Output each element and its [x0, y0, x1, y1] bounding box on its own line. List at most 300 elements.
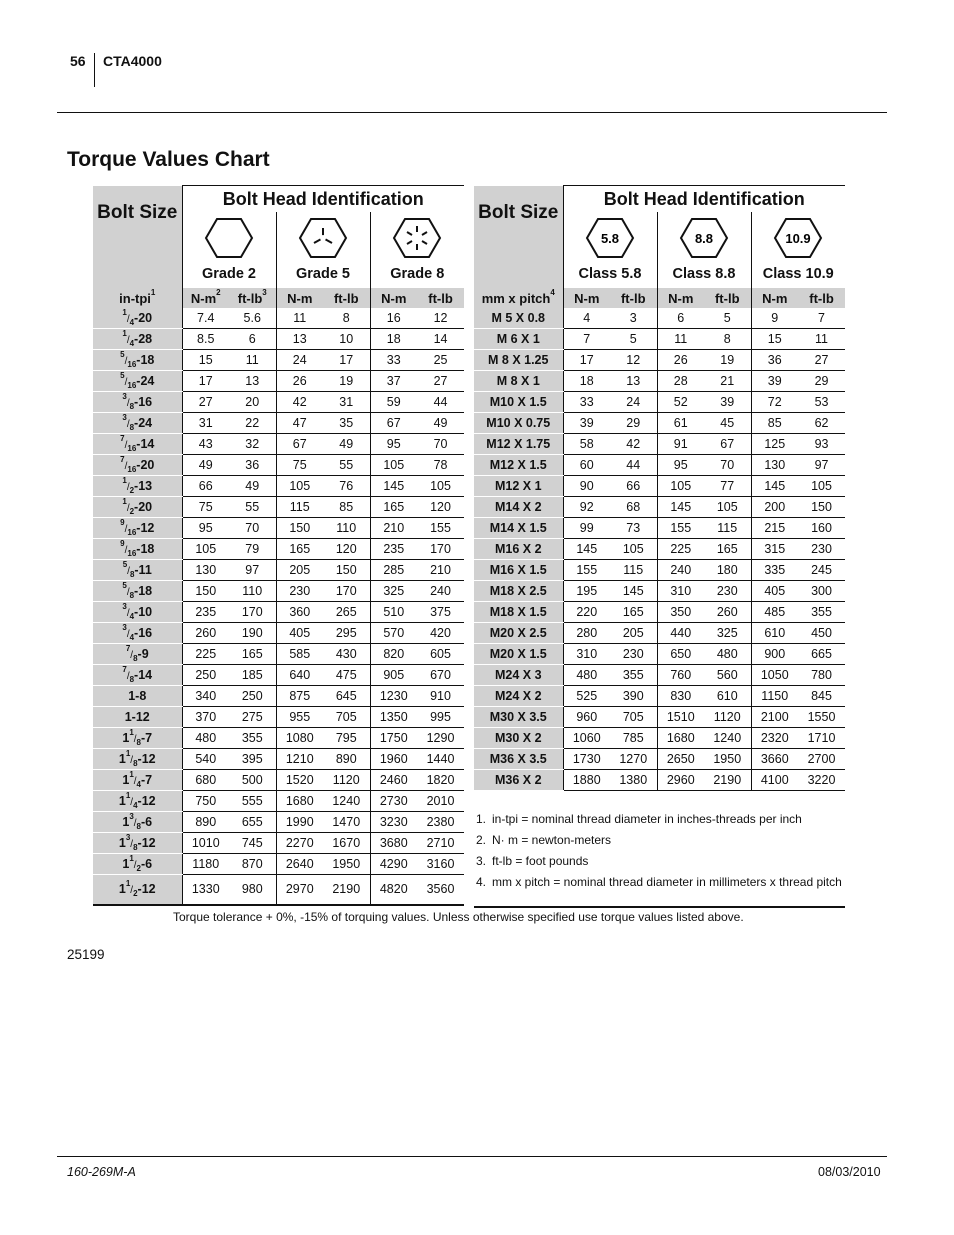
nm-value: 960 — [563, 707, 610, 728]
ftlb-value: 35 — [323, 413, 370, 434]
in-tpi-header: in-tpi$^1$ — [93, 288, 182, 308]
table-row — [93, 728, 464, 749]
ftlb-value: 605 — [417, 644, 464, 665]
nm-value: 585 — [276, 644, 323, 665]
nm-value: 42 — [276, 392, 323, 413]
table-row — [93, 791, 464, 812]
ftlb-value: 1240 — [704, 728, 751, 749]
bolt-size-cell: $1^1/_8-7$ — [93, 728, 182, 749]
ftlb-header: ft-lb — [704, 288, 751, 308]
nm-value: 1520 — [276, 770, 323, 791]
ftlb-value: 3 — [610, 308, 657, 329]
bolt-size-cell: $^7/_8-9$ — [93, 644, 182, 665]
ftlb-value: 2010 — [417, 791, 464, 812]
bolt-size-cell: $1^1/_4-12$ — [93, 791, 182, 812]
bolt-size-cell: $1^3/_8-6$ — [93, 812, 182, 833]
nm-value: 13 — [276, 329, 323, 350]
class-mark: 5.8 — [600, 231, 620, 246]
grade-8-cell — [370, 212, 464, 288]
nm-value: 67 — [370, 413, 417, 434]
metric-torque-table — [474, 185, 845, 791]
table-row — [474, 770, 845, 791]
ftlb-header: ft-lb — [610, 288, 657, 308]
ftlb-value: 890 — [323, 749, 370, 770]
ftlb-value: 93 — [798, 434, 845, 455]
nm-value: 8.5 — [182, 329, 229, 350]
ftlb-value: 500 — [229, 770, 276, 791]
nm-value: 485 — [751, 602, 798, 623]
ftlb-value: 19 — [323, 371, 370, 392]
nm-value: 310 — [657, 581, 704, 602]
bolt-size-header: Bolt Size — [474, 186, 563, 289]
bolt-size-cell: $^5/_{16}-18$ — [93, 350, 182, 371]
inch-torque-table — [93, 185, 464, 906]
ftlb-value: 49 — [417, 413, 464, 434]
bolt-size-cell: $^1/_4-28$ — [93, 329, 182, 350]
ftlb-value: 785 — [610, 728, 657, 749]
grade-5-cell — [276, 212, 370, 288]
bolt-size-cell: M12 X 1.5 — [474, 455, 563, 476]
table-row — [93, 875, 464, 905]
footnote-number: 2. — [476, 833, 487, 847]
nm-value: 1050 — [751, 665, 798, 686]
ftlb-value: 180 — [704, 560, 751, 581]
ftlb-value: 165 — [704, 539, 751, 560]
ftlb-value: 185 — [229, 665, 276, 686]
table-row — [93, 812, 464, 833]
class-mark: 10.9 — [785, 231, 811, 246]
ftlb-value: 610 — [704, 686, 751, 707]
ftlb-value: 3560 — [417, 875, 464, 905]
ftlb-value: 70 — [229, 518, 276, 539]
nm-value: 890 — [182, 812, 229, 833]
ftlb-value: 105 — [417, 476, 464, 497]
ftlb-value: 170 — [323, 581, 370, 602]
nm-value: 440 — [657, 623, 704, 644]
nm-value: 31 — [182, 413, 229, 434]
ftlb-value: 1670 — [323, 833, 370, 854]
nm-value: 105 — [182, 539, 229, 560]
nm-value: 610 — [751, 623, 798, 644]
ftlb-value: 105 — [798, 476, 845, 497]
nm-value: 26 — [657, 350, 704, 371]
grade-2-hex-icon — [204, 216, 254, 260]
nm-value: 480 — [182, 728, 229, 749]
nm-value: 2460 — [370, 770, 417, 791]
table-row — [93, 350, 464, 371]
table-row — [93, 581, 464, 602]
ftlb-value: 11 — [798, 329, 845, 350]
nm-value: 285 — [370, 560, 417, 581]
ftlb-value: 560 — [704, 665, 751, 686]
nm-value: 95 — [657, 455, 704, 476]
table-row — [474, 497, 845, 518]
nm-value: 640 — [276, 665, 323, 686]
nm-value: 145 — [563, 539, 610, 560]
nm-value: 905 — [370, 665, 417, 686]
nm-value: 230 — [276, 581, 323, 602]
ftlb-value: 45 — [704, 413, 751, 434]
nm-value: 650 — [657, 644, 704, 665]
ftlb-header: ft-lb — [798, 288, 845, 308]
ftlb-value: 27 — [417, 371, 464, 392]
nm-header: N-m — [751, 288, 798, 308]
nm-value: 43 — [182, 434, 229, 455]
ftlb-value: 78 — [417, 455, 464, 476]
document-number: 160-269M-A — [67, 1165, 136, 1179]
nm-value: 145 — [370, 476, 417, 497]
nm-value: 105 — [276, 476, 323, 497]
table-row — [474, 665, 845, 686]
bolt-size-cell: M36 X 3.5 — [474, 749, 563, 770]
nm-value: 75 — [182, 497, 229, 518]
table-row — [474, 728, 845, 749]
nm-value: 28 — [657, 371, 704, 392]
nm-value: 24 — [276, 350, 323, 371]
class-8-8-hex-icon — [679, 216, 729, 260]
bolt-size-cell: M24 X 3 — [474, 665, 563, 686]
nm-value: 1960 — [370, 749, 417, 770]
ftlb-value: 29 — [798, 371, 845, 392]
grade-5-hex-icon — [298, 216, 348, 260]
nm-value: 150 — [182, 581, 229, 602]
ftlb-value: 24 — [610, 392, 657, 413]
table-row — [474, 476, 845, 497]
bolt-size-cell: M20 X 1.5 — [474, 644, 563, 665]
footnote-number: 4. — [476, 875, 487, 889]
header-divider — [94, 53, 95, 87]
ftlb-value: 32 — [229, 434, 276, 455]
ftlb-value: 29 — [610, 413, 657, 434]
footnote-text: ft-lb = foot pounds — [492, 854, 589, 868]
nm-value: 2100 — [751, 707, 798, 728]
nm-value: 47 — [276, 413, 323, 434]
table-row — [93, 770, 464, 791]
nm-value: 1080 — [276, 728, 323, 749]
ftlb-value: 355 — [229, 728, 276, 749]
table-row — [93, 518, 464, 539]
ftlb-value: 2700 — [798, 749, 845, 770]
grade-2-cell — [182, 212, 276, 288]
bolt-size-cell: $^5/_8-18$ — [93, 581, 182, 602]
page-number: 56 — [70, 53, 86, 69]
bolt-size-cell: $^1/_2-20$ — [93, 497, 182, 518]
ftlb-value: 845 — [798, 686, 845, 707]
bolt-size-header: Bolt Size — [93, 186, 182, 289]
ftlb-value: 155 — [417, 518, 464, 539]
ftlb-value: 17 — [323, 350, 370, 371]
ftlb-value: 13 — [610, 371, 657, 392]
ftlb-value: 170 — [417, 539, 464, 560]
nm-value: 325 — [370, 581, 417, 602]
bolt-size-cell: $^3/_4-10$ — [93, 602, 182, 623]
ftlb-value: 11 — [229, 350, 276, 371]
table-row — [93, 392, 464, 413]
bolt-size-cell: M10 X 1.5 — [474, 392, 563, 413]
ftlb-value: 1950 — [704, 749, 751, 770]
ftlb-value: 2190 — [704, 770, 751, 791]
bolt-size-cell: $1^1/_2-12$ — [93, 875, 182, 905]
ftlb-value: 8 — [323, 308, 370, 329]
table-row — [474, 644, 845, 665]
ftlb-value: 205 — [610, 623, 657, 644]
nm-value: 2640 — [276, 854, 323, 875]
nm-header: N-m — [563, 288, 610, 308]
ftlb-value: 120 — [417, 497, 464, 518]
bolt-size-cell: $1^1/_2-6$ — [93, 854, 182, 875]
ftlb-value: 150 — [798, 497, 845, 518]
ftlb-value: 105 — [610, 539, 657, 560]
table-row — [93, 560, 464, 581]
nm-value: 17 — [182, 371, 229, 392]
ftlb-value: 1550 — [798, 707, 845, 728]
ftlb-value: 67 — [704, 434, 751, 455]
bolt-size-cell: $^1/_2-13$ — [93, 476, 182, 497]
ftlb-value: 265 — [323, 602, 370, 623]
class-label: Class 10.9 — [762, 266, 834, 282]
class-8-8-cell — [657, 212, 751, 288]
nm-value: 215 — [751, 518, 798, 539]
nm-value: 58 — [563, 434, 610, 455]
bolt-size-cell: M30 X 3.5 — [474, 707, 563, 728]
ftlb-value: 2380 — [417, 812, 464, 833]
bolt-head-id-header: Bolt Head Identification — [182, 186, 464, 213]
bolt-size-cell: M14 X 1.5 — [474, 518, 563, 539]
ftlb-value: 3220 — [798, 770, 845, 791]
nm-value: 18 — [563, 371, 610, 392]
nm-value: 2970 — [276, 875, 323, 905]
bolt-size-cell: M 6 X 1 — [474, 329, 563, 350]
nm-value: 39 — [751, 371, 798, 392]
ftlb-value: 25 — [417, 350, 464, 371]
bolt-size-cell: $^9/_{16}-12$ — [93, 518, 182, 539]
ftlb-value: 5 — [704, 308, 751, 329]
nm-value: 340 — [182, 686, 229, 707]
nm-value: 37 — [370, 371, 417, 392]
class-label: Class 8.8 — [672, 266, 736, 282]
ftlb-value: 27 — [798, 350, 845, 371]
ftlb-value: 120 — [323, 539, 370, 560]
nm-value: 49 — [182, 455, 229, 476]
nm-value: 350 — [657, 602, 704, 623]
nm-value: 250 — [182, 665, 229, 686]
mm-pitch-header: mm x pitch$^4$ — [474, 288, 563, 308]
bolt-size-cell: $^3/_8-16$ — [93, 392, 182, 413]
ftlb-value: 76 — [323, 476, 370, 497]
bolt-size-cell: $^7/_{16}-14$ — [93, 434, 182, 455]
nm-value: 95 — [182, 518, 229, 539]
ftlb-value: 1120 — [323, 770, 370, 791]
footnote-text: mm x pitch = nominal thread diameter in millimeters x thread pitch — [492, 875, 842, 889]
nm-value: 115 — [276, 497, 323, 518]
bolt-size-cell: $^5/_{16}-24$ — [93, 371, 182, 392]
footnote-item — [476, 875, 846, 890]
ftlb-value: 870 — [229, 854, 276, 875]
ftlb-value: 1120 — [704, 707, 751, 728]
ftlb-value: 450 — [798, 623, 845, 644]
ftlb-value: 8 — [704, 329, 751, 350]
nm-value: 95 — [370, 434, 417, 455]
nm-value: 15 — [751, 329, 798, 350]
ftlb-value: 1240 — [323, 791, 370, 812]
ftlb-value: 12 — [417, 308, 464, 329]
nm-value: 220 — [563, 602, 610, 623]
bolt-size-cell: M18 X 1.5 — [474, 602, 563, 623]
table-row — [93, 413, 464, 434]
nm-value: 1230 — [370, 686, 417, 707]
nm-value: 750 — [182, 791, 229, 812]
nm-value: 830 — [657, 686, 704, 707]
ftlb-value: 44 — [417, 392, 464, 413]
nm-value: 67 — [276, 434, 323, 455]
table-row — [474, 308, 845, 329]
nm-value: 105 — [370, 455, 417, 476]
table-row — [474, 560, 845, 581]
nm-value: 17 — [563, 350, 610, 371]
table-row — [93, 833, 464, 854]
grade-label: Grade 8 — [390, 266, 445, 282]
bolt-size-cell: $^9/_{16}-18$ — [93, 539, 182, 560]
ftlb-value: 705 — [610, 707, 657, 728]
ftlb-value: 145 — [610, 581, 657, 602]
document-name: CTA4000 — [103, 53, 162, 69]
ftlb-value: 795 — [323, 728, 370, 749]
nm-value: 405 — [751, 581, 798, 602]
bolt-size-cell: $^3/_4-16$ — [93, 623, 182, 644]
nm-value: 7 — [563, 329, 610, 350]
ftlb-value: 12 — [610, 350, 657, 371]
nm-value: 4290 — [370, 854, 417, 875]
nm-value: 75 — [276, 455, 323, 476]
nm-value: 33 — [370, 350, 417, 371]
ftlb-value: 395 — [229, 749, 276, 770]
nm-value: 52 — [657, 392, 704, 413]
table-row — [93, 497, 464, 518]
table-row — [93, 329, 464, 350]
nm-value: 2270 — [276, 833, 323, 854]
ftlb-value: 42 — [610, 434, 657, 455]
ftlb-value: 1270 — [610, 749, 657, 770]
nm-value: 130 — [751, 455, 798, 476]
bolt-size-cell: $^5/_8-11$ — [93, 560, 182, 581]
nm-value: 240 — [657, 560, 704, 581]
ftlb-value: 20 — [229, 392, 276, 413]
table-row — [93, 308, 464, 329]
ftlb-value: 230 — [610, 644, 657, 665]
nm-value: 3660 — [751, 749, 798, 770]
bolt-size-cell: M20 X 2.5 — [474, 623, 563, 644]
ftlb-value: 21 — [704, 371, 751, 392]
nm-value: 165 — [276, 539, 323, 560]
nm-value: 92 — [563, 497, 610, 518]
table-row — [474, 350, 845, 371]
nm-value: 955 — [276, 707, 323, 728]
table-row — [474, 329, 845, 350]
ftlb-value: 55 — [229, 497, 276, 518]
nm-header: N-m — [370, 288, 417, 308]
bolt-size-cell: M16 X 1.5 — [474, 560, 563, 581]
nm-value: 145 — [751, 476, 798, 497]
nm-header: N-m — [657, 288, 704, 308]
ftlb-value: 115 — [704, 518, 751, 539]
table-row — [93, 665, 464, 686]
nm-value: 370 — [182, 707, 229, 728]
bolt-size-cell: M14 X 2 — [474, 497, 563, 518]
ftlb-value: 10 — [323, 329, 370, 350]
table-row — [474, 539, 845, 560]
bolt-size-cell: M12 X 1.75 — [474, 434, 563, 455]
nm-value: 39 — [563, 413, 610, 434]
nm-value: 1680 — [657, 728, 704, 749]
ftlb-value: 245 — [798, 560, 845, 581]
footnote-number: 3. — [476, 854, 487, 868]
ftlb-value: 325 — [704, 623, 751, 644]
ftlb-value: 39 — [704, 392, 751, 413]
ftlb-value: 210 — [417, 560, 464, 581]
ftlb-value: 105 — [704, 497, 751, 518]
table-row — [93, 749, 464, 770]
nm-value: 33 — [563, 392, 610, 413]
ftlb-header: $ft-lb^3$ — [229, 288, 276, 308]
class-10-9-hex-icon — [773, 216, 823, 260]
ftlb-header: ft-lb — [417, 288, 464, 308]
table-row — [474, 749, 845, 770]
table-row — [93, 602, 464, 623]
ftlb-value: 780 — [798, 665, 845, 686]
nm-value: 360 — [276, 602, 323, 623]
ftlb-value: 230 — [798, 539, 845, 560]
nm-value: 85 — [751, 413, 798, 434]
ftlb-value: 160 — [798, 518, 845, 539]
nm-value: 510 — [370, 602, 417, 623]
ftlb-value: 555 — [229, 791, 276, 812]
nm-value: 155 — [657, 518, 704, 539]
ftlb-value: 62 — [798, 413, 845, 434]
bolt-size-cell: M10 X 0.75 — [474, 413, 563, 434]
nm-value: 1210 — [276, 749, 323, 770]
nm-value: 36 — [751, 350, 798, 371]
nm-value: 875 — [276, 686, 323, 707]
ftlb-value: 655 — [229, 812, 276, 833]
class-label: Class 5.8 — [578, 266, 642, 282]
bolt-size-cell: $1^1/_4-7$ — [93, 770, 182, 791]
ftlb-value: 70 — [704, 455, 751, 476]
nm-value: 2650 — [657, 749, 704, 770]
footnote-number: 1. — [476, 812, 487, 826]
ftlb-value: 1470 — [323, 812, 370, 833]
nm-value: 1750 — [370, 728, 417, 749]
nm-header: N-m — [276, 288, 323, 308]
nm-value: 1680 — [276, 791, 323, 812]
ftlb-value: 275 — [229, 707, 276, 728]
table-row — [474, 434, 845, 455]
grade-label: Grade 2 — [202, 266, 256, 282]
ftlb-value: 355 — [610, 665, 657, 686]
nm-value: 335 — [751, 560, 798, 581]
bolt-size-cell: $^1/_4-20$ — [93, 308, 182, 329]
bolt-size-cell: M12 X 1 — [474, 476, 563, 497]
nm-value: 480 — [563, 665, 610, 686]
nm-value: 26 — [276, 371, 323, 392]
table-row — [474, 518, 845, 539]
nm-value: 900 — [751, 644, 798, 665]
bolt-size-cell: M 8 X 1 — [474, 371, 563, 392]
ftlb-value: 670 — [417, 665, 464, 686]
nm-value: 11 — [657, 329, 704, 350]
bolt-size-cell: M18 X 2.5 — [474, 581, 563, 602]
ftlb-value: 7 — [798, 308, 845, 329]
ftlb-value: 745 — [229, 833, 276, 854]
